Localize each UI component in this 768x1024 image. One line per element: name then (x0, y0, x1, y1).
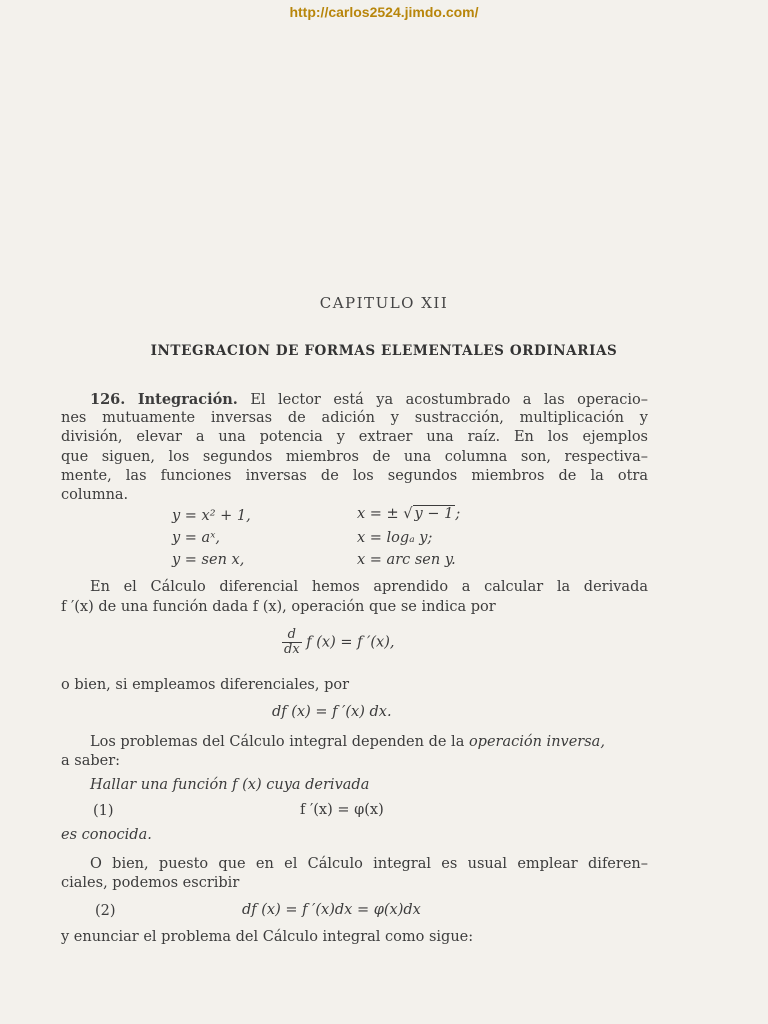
chapter-label: CAPITULO XII (319, 294, 449, 312)
source-url[interactable]: http://carlos2524.jimdo.com/ (289, 4, 479, 20)
para2-line-1: En el Cálculo diferencial hemos aprendido a calcular la derivada (90, 579, 648, 595)
chapter-title: INTEGRACION DE FORMAS ELEMENTALES ORDINARIAS (150, 343, 618, 359)
eq-right-1 (357, 506, 460, 522)
para4-line-2: a saber: (61, 753, 121, 769)
para5-line-2: ciales, podemos escribir (61, 875, 240, 891)
section-line-6: columna. (61, 487, 129, 503)
hallar-line: Hallar una función f (x) cuya derivada (90, 777, 370, 793)
para5-line-1: O bien, puesto que en el Cálculo integral es usual emplear diferen– (90, 856, 648, 872)
eq-right-1-post: ; (455, 506, 461, 522)
fraction-denominator: dx (284, 642, 300, 657)
eq-differential: df (x) = f ′(x) dx. (272, 704, 392, 720)
eq2-expr: df (x) = f ′(x)dx = φ(x)dx (242, 902, 421, 918)
section-heading: Integración. (137, 391, 238, 408)
derivative-rest: f (x) = f ′(x), (306, 634, 395, 651)
fraction-numerator: d (282, 628, 302, 643)
section-line-2: nes mutuamente inversas de adición y sustracción, multiplicación y (61, 410, 648, 426)
d-dx-fraction (282, 628, 302, 657)
conocida-line: es conocida. (61, 827, 152, 843)
section-line-5: mente, las funciones inversas de los segundos miembros de la otra (61, 468, 648, 484)
para2-line-2: f ′(x) de una función dada f (x), operación que se indica por (61, 599, 496, 615)
section-line-4: que siguen, los segundos miembros de una columna son, respectiva– (61, 449, 648, 465)
eq-right-2: x = logₐ y; (357, 530, 433, 546)
eq-left-1: y = x² + 1, (172, 508, 251, 524)
para4-text: Los problemas del Cálculo integral dependen de la (90, 734, 469, 750)
para4-line-1 (90, 733, 605, 752)
section-text: El lector está ya acostumbrado a las operacio– (250, 392, 649, 408)
eq-left-3: y = sen x, (172, 552, 245, 568)
para6-line: y enunciar el problema del Cálculo integral como sigue: (61, 929, 474, 945)
eq1-label: (1) (93, 803, 114, 819)
eq1-expr: f ′(x) = φ(x) (300, 802, 384, 818)
eq-derivative (282, 628, 394, 657)
eq2-label: (2) (95, 903, 116, 919)
section-line-3: división, elevar a una potencia y extraer una raíz. En los ejemplos (61, 429, 648, 445)
eq-right-3: x = arc sen y. (357, 552, 456, 568)
eq-left-2: y = aˣ, (172, 530, 220, 546)
section-number: 126. (90, 391, 126, 408)
para4-italic: operación inversa, (468, 734, 605, 750)
para3-line: o bien, si empleamos diferenciales, por (61, 677, 350, 693)
section-line-1 (90, 390, 648, 410)
eq-right-1-pre: x = ± √ (357, 506, 413, 522)
sqrt-radicand: y − 1 (414, 506, 454, 522)
